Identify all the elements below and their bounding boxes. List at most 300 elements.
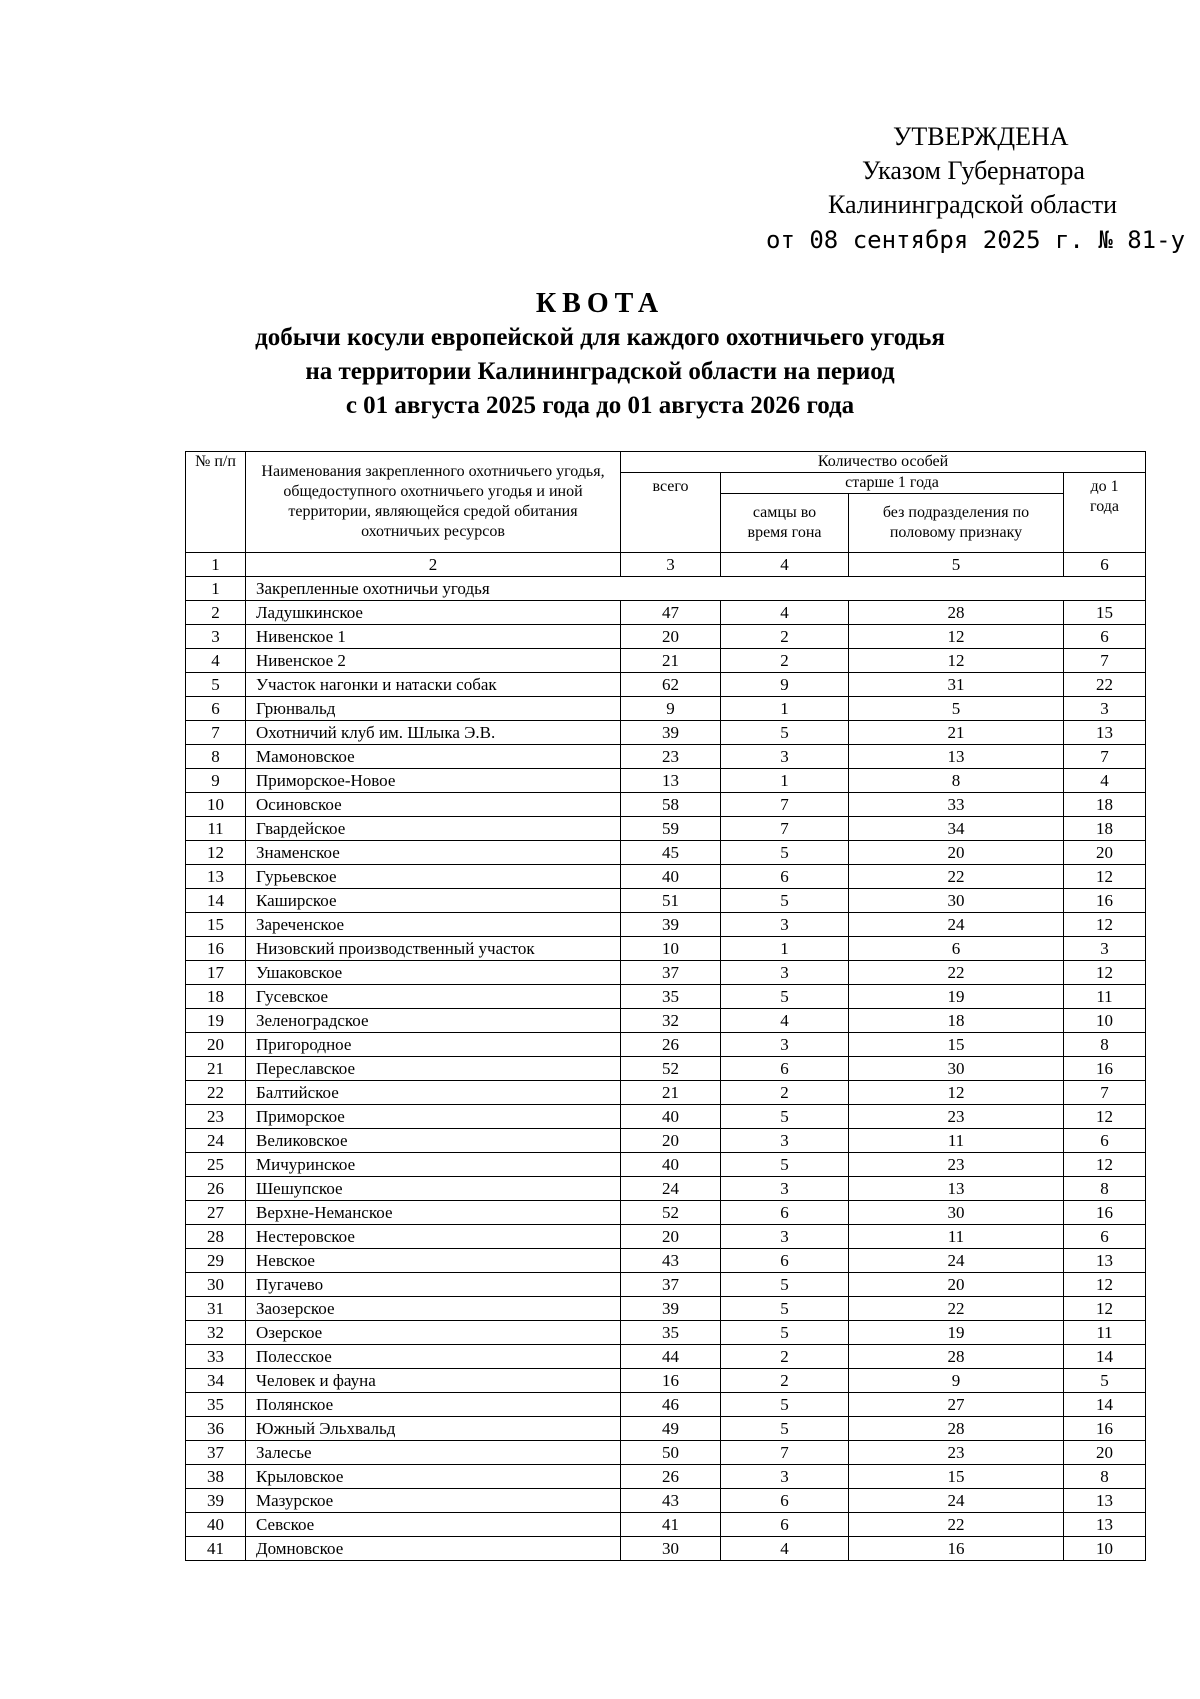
row-total: 9	[621, 697, 721, 721]
row-total: 30	[621, 1537, 721, 1561]
row-num: 11	[186, 817, 246, 841]
row-total: 41	[621, 1513, 721, 1537]
row-name: Севское	[246, 1513, 621, 1537]
row-males: 5	[721, 1321, 849, 1345]
row-num: 22	[186, 1081, 246, 1105]
row-males: 6	[721, 1249, 849, 1273]
row-nosex: 23	[849, 1153, 1064, 1177]
table-row	[186, 1009, 1146, 1033]
header-nosex: без подразделения по половому признаку	[849, 494, 1064, 553]
row-name: Залесье	[246, 1441, 621, 1465]
row-males: 5	[721, 721, 849, 745]
row-males: 9	[721, 673, 849, 697]
row-males: 5	[721, 1153, 849, 1177]
row-under: 20	[1064, 1441, 1146, 1465]
row-nosex: 8	[849, 769, 1064, 793]
row-nosex: 12	[849, 649, 1064, 673]
row-nosex: 9	[849, 1369, 1064, 1393]
row-males: 5	[721, 1105, 849, 1129]
row-num: 29	[186, 1249, 246, 1273]
row-total: 35	[621, 985, 721, 1009]
row-total: 58	[621, 793, 721, 817]
row-males: 2	[721, 625, 849, 649]
row-under: 12	[1064, 1297, 1146, 1321]
row-males: 5	[721, 841, 849, 865]
row-num: 5	[186, 673, 246, 697]
row-name: Пугачево	[246, 1273, 621, 1297]
row-under: 6	[1064, 625, 1146, 649]
row-under: 15	[1064, 601, 1146, 625]
row-nosex: 30	[849, 1057, 1064, 1081]
row-total: 62	[621, 673, 721, 697]
table-row	[186, 937, 1146, 961]
table-row	[186, 625, 1146, 649]
row-nosex: 33	[849, 793, 1064, 817]
row-males: 5	[721, 985, 849, 1009]
row-nosex: 13	[849, 1177, 1064, 1201]
row-under: 12	[1064, 961, 1146, 985]
row-name: Знаменское	[246, 841, 621, 865]
row-nosex: 6	[849, 937, 1064, 961]
row-num: 8	[186, 745, 246, 769]
row-males: 1	[721, 937, 849, 961]
row-under: 11	[1064, 1321, 1146, 1345]
header-total: всего	[621, 473, 721, 553]
row-name: Озерское	[246, 1321, 621, 1345]
row-name: Ушаковское	[246, 961, 621, 985]
row-name: Нестеровское	[246, 1225, 621, 1249]
row-under: 7	[1064, 745, 1146, 769]
row-nosex: 15	[849, 1033, 1064, 1057]
row-name: Ладушкинское	[246, 601, 621, 625]
row-total: 59	[621, 817, 721, 841]
row-males: 5	[721, 1417, 849, 1441]
row-males: 2	[721, 649, 849, 673]
row-nosex: 12	[849, 625, 1064, 649]
row-nosex: 24	[849, 1249, 1064, 1273]
row-name: Низовский производственный участок	[246, 937, 621, 961]
row-total: 26	[621, 1465, 721, 1489]
row-total: 52	[621, 1057, 721, 1081]
row-under: 16	[1064, 889, 1146, 913]
table-row	[186, 697, 1146, 721]
row-males: 4	[721, 1009, 849, 1033]
row-num: 20	[186, 1033, 246, 1057]
row-num: 15	[186, 913, 246, 937]
row-num: 12	[186, 841, 246, 865]
row-males: 3	[721, 1033, 849, 1057]
row-num: 6	[186, 697, 246, 721]
row-males: 4	[721, 601, 849, 625]
row-name: Невское	[246, 1249, 621, 1273]
row-name: Каширское	[246, 889, 621, 913]
table-row	[186, 1273, 1146, 1297]
row-name: Гвардейское	[246, 817, 621, 841]
row-num: 16	[186, 937, 246, 961]
row-under: 6	[1064, 1129, 1146, 1153]
row-under: 6	[1064, 1225, 1146, 1249]
row-under: 10	[1064, 1009, 1146, 1033]
row-total: 49	[621, 1417, 721, 1441]
table-row	[186, 985, 1146, 1009]
row-males: 1	[721, 769, 849, 793]
col-number: 2	[246, 553, 621, 577]
row-num: 30	[186, 1273, 246, 1297]
approval-region: Калининградской области	[828, 190, 1118, 219]
row-total: 40	[621, 1153, 721, 1177]
row-under: 16	[1064, 1057, 1146, 1081]
row-males: 3	[721, 1465, 849, 1489]
table-row	[186, 1105, 1146, 1129]
row-males: 5	[721, 1393, 849, 1417]
header-older: старше 1 года	[721, 473, 1064, 494]
header-males: самцы во время гона	[721, 494, 849, 553]
row-num: 40	[186, 1513, 246, 1537]
section-row	[186, 577, 1146, 601]
row-name: Нивенское 1	[246, 625, 621, 649]
table-row	[186, 1033, 1146, 1057]
row-nosex: 5	[849, 697, 1064, 721]
row-num: 10	[186, 793, 246, 817]
row-num: 28	[186, 1225, 246, 1249]
table-row	[186, 1417, 1146, 1441]
row-males: 6	[721, 1513, 849, 1537]
row-total: 50	[621, 1441, 721, 1465]
row-num: 37	[186, 1441, 246, 1465]
header-under: до 1 года	[1064, 473, 1146, 553]
row-total: 39	[621, 721, 721, 745]
row-nosex: 23	[849, 1441, 1064, 1465]
row-num: 13	[186, 865, 246, 889]
row-under: 11	[1064, 985, 1146, 1009]
table-row	[186, 961, 1146, 985]
row-name: Переславское	[246, 1057, 621, 1081]
row-num: 23	[186, 1105, 246, 1129]
table-row	[186, 1465, 1146, 1489]
row-males: 3	[721, 1129, 849, 1153]
table-row	[186, 793, 1146, 817]
col-number: 4	[721, 553, 849, 577]
row-nosex: 20	[849, 1273, 1064, 1297]
row-name: Верхне-Неманское	[246, 1201, 621, 1225]
row-males: 3	[721, 745, 849, 769]
row-nosex: 22	[849, 865, 1064, 889]
quota-table	[185, 451, 1146, 1561]
table-row	[186, 1129, 1146, 1153]
row-under: 18	[1064, 793, 1146, 817]
row-nosex: 22	[849, 1297, 1064, 1321]
row-name: Балтийское	[246, 1081, 621, 1105]
row-total: 26	[621, 1033, 721, 1057]
table-row	[186, 1369, 1146, 1393]
row-num: 21	[186, 1057, 246, 1081]
row-nosex: 13	[849, 745, 1064, 769]
row-nosex: 19	[849, 985, 1064, 1009]
row-total: 13	[621, 769, 721, 793]
row-under: 3	[1064, 697, 1146, 721]
table-row	[186, 1081, 1146, 1105]
row-total: 40	[621, 1105, 721, 1129]
row-name: Приморское	[246, 1105, 621, 1129]
col-number: 5	[849, 553, 1064, 577]
row-total: 37	[621, 1273, 721, 1297]
row-males: 5	[721, 1273, 849, 1297]
row-males: 2	[721, 1345, 849, 1369]
row-total: 52	[621, 1201, 721, 1225]
row-num: 19	[186, 1009, 246, 1033]
row-num: 27	[186, 1201, 246, 1225]
section-num: 1	[186, 577, 246, 601]
row-under: 12	[1064, 865, 1146, 889]
row-nosex: 28	[849, 601, 1064, 625]
row-total: 43	[621, 1489, 721, 1513]
row-under: 8	[1064, 1033, 1146, 1057]
row-under: 10	[1064, 1537, 1146, 1561]
row-name: Мамоновское	[246, 745, 621, 769]
table-row	[186, 841, 1146, 865]
row-num: 31	[186, 1297, 246, 1321]
table-header	[186, 452, 1146, 577]
row-under: 13	[1064, 1249, 1146, 1273]
row-num: 35	[186, 1393, 246, 1417]
row-total: 21	[621, 1081, 721, 1105]
row-nosex: 34	[849, 817, 1064, 841]
row-nosex: 30	[849, 889, 1064, 913]
row-under: 14	[1064, 1345, 1146, 1369]
approval-date: от 08 сентября 2025 г. № 81-у	[766, 226, 1186, 254]
row-nosex: 28	[849, 1417, 1064, 1441]
row-name: Приморское-Новое	[246, 769, 621, 793]
table-row	[186, 1393, 1146, 1417]
row-under: 4	[1064, 769, 1146, 793]
row-name: Южный Эльхвальд	[246, 1417, 621, 1441]
row-total: 21	[621, 649, 721, 673]
row-males: 7	[721, 817, 849, 841]
row-name: Охотничий клуб им. Шлыка Э.В.	[246, 721, 621, 745]
row-nosex: 31	[849, 673, 1064, 697]
row-under: 5	[1064, 1369, 1146, 1393]
row-nosex: 18	[849, 1009, 1064, 1033]
table-row	[186, 1321, 1146, 1345]
approval-title: УТВЕРЖДЕНА	[893, 122, 1069, 151]
row-num: 41	[186, 1537, 246, 1561]
row-nosex: 28	[849, 1345, 1064, 1369]
row-num: 17	[186, 961, 246, 985]
table-row	[186, 889, 1146, 913]
table-row	[186, 1537, 1146, 1561]
row-name: Нивенское 2	[246, 649, 621, 673]
row-under: 8	[1064, 1177, 1146, 1201]
row-males: 6	[721, 1201, 849, 1225]
row-nosex: 30	[849, 1201, 1064, 1225]
row-males: 1	[721, 697, 849, 721]
row-num: 26	[186, 1177, 246, 1201]
table-row	[186, 1201, 1146, 1225]
row-name: Грюнвальд	[246, 697, 621, 721]
document-heading: КВОТА	[535, 288, 665, 319]
row-under: 18	[1064, 817, 1146, 841]
row-total: 37	[621, 961, 721, 985]
row-num: 32	[186, 1321, 246, 1345]
row-name: Домновское	[246, 1537, 621, 1561]
row-under: 16	[1064, 1201, 1146, 1225]
row-under: 16	[1064, 1417, 1146, 1441]
row-total: 20	[621, 1129, 721, 1153]
table-row	[186, 745, 1146, 769]
header-num: № п/п	[186, 452, 246, 553]
row-males: 7	[721, 1441, 849, 1465]
row-nosex: 12	[849, 1081, 1064, 1105]
row-males: 6	[721, 1489, 849, 1513]
row-name: Крыловское	[246, 1465, 621, 1489]
row-nosex: 15	[849, 1465, 1064, 1489]
row-num: 38	[186, 1465, 246, 1489]
row-name: Мичуринское	[246, 1153, 621, 1177]
row-males: 3	[721, 913, 849, 937]
row-name: Участок нагонки и натаски собак	[246, 673, 621, 697]
table-row	[186, 1489, 1146, 1513]
row-total: 40	[621, 865, 721, 889]
row-total: 43	[621, 1249, 721, 1273]
table-row	[186, 1441, 1146, 1465]
row-num: 7	[186, 721, 246, 745]
row-num: 3	[186, 625, 246, 649]
row-males: 5	[721, 1297, 849, 1321]
row-total: 32	[621, 1009, 721, 1033]
section-label: Закрепленные охотничьи угодья	[246, 577, 1146, 601]
row-name: Человек и фауна	[246, 1369, 621, 1393]
row-nosex: 19	[849, 1321, 1064, 1345]
table-row	[186, 601, 1146, 625]
row-under: 12	[1064, 1153, 1146, 1177]
row-males: 6	[721, 1057, 849, 1081]
row-under: 20	[1064, 841, 1146, 865]
row-nosex: 27	[849, 1393, 1064, 1417]
row-under: 3	[1064, 937, 1146, 961]
row-males: 3	[721, 961, 849, 985]
row-nosex: 11	[849, 1129, 1064, 1153]
table-row	[186, 721, 1146, 745]
row-males: 2	[721, 1369, 849, 1393]
row-num: 33	[186, 1345, 246, 1369]
row-total: 35	[621, 1321, 721, 1345]
row-nosex: 20	[849, 841, 1064, 865]
table-row	[186, 1345, 1146, 1369]
header-count: Количество особей	[621, 452, 1146, 473]
row-num: 18	[186, 985, 246, 1009]
row-under: 7	[1064, 649, 1146, 673]
row-name: Мазурское	[246, 1489, 621, 1513]
row-males: 6	[721, 865, 849, 889]
row-under: 13	[1064, 721, 1146, 745]
row-nosex: 11	[849, 1225, 1064, 1249]
approval-block	[0, 122, 1200, 262]
row-nosex: 22	[849, 961, 1064, 985]
table-row	[186, 673, 1146, 697]
row-num: 25	[186, 1153, 246, 1177]
row-nosex: 16	[849, 1537, 1064, 1561]
row-name: Шешупское	[246, 1177, 621, 1201]
row-num: 4	[186, 649, 246, 673]
row-name: Зареченское	[246, 913, 621, 937]
row-num: 24	[186, 1129, 246, 1153]
row-under: 12	[1064, 1273, 1146, 1297]
row-total: 51	[621, 889, 721, 913]
column-number-row	[186, 553, 1146, 577]
row-nosex: 24	[849, 1489, 1064, 1513]
table-row	[186, 1225, 1146, 1249]
document-title-line-1: добычи косули европейской для каждого охотничьего угодья	[255, 324, 945, 351]
row-males: 5	[721, 889, 849, 913]
row-under: 8	[1064, 1465, 1146, 1489]
row-total: 39	[621, 913, 721, 937]
table-row	[186, 1249, 1146, 1273]
row-name: Пригородное	[246, 1033, 621, 1057]
row-num: 2	[186, 601, 246, 625]
row-nosex: 24	[849, 913, 1064, 937]
row-name: Зеленоградское	[246, 1009, 621, 1033]
row-num: 34	[186, 1369, 246, 1393]
row-total: 10	[621, 937, 721, 961]
row-under: 22	[1064, 673, 1146, 697]
row-males: 3	[721, 1177, 849, 1201]
document-title-line-2: на территории Калининградской области на период	[305, 358, 895, 385]
row-under: 13	[1064, 1489, 1146, 1513]
col-number: 6	[1064, 553, 1146, 577]
row-total: 46	[621, 1393, 721, 1417]
row-nosex: 21	[849, 721, 1064, 745]
table-row	[186, 1057, 1146, 1081]
table-row	[186, 1513, 1146, 1537]
row-num: 9	[186, 769, 246, 793]
row-name: Великовское	[246, 1129, 621, 1153]
row-total: 44	[621, 1345, 721, 1369]
row-nosex: 23	[849, 1105, 1064, 1129]
row-males: 7	[721, 793, 849, 817]
row-under: 12	[1064, 913, 1146, 937]
row-males: 4	[721, 1537, 849, 1561]
col-number: 1	[186, 553, 246, 577]
row-num: 39	[186, 1489, 246, 1513]
row-total: 45	[621, 841, 721, 865]
row-num: 14	[186, 889, 246, 913]
row-name: Полянское	[246, 1393, 621, 1417]
row-nosex: 22	[849, 1513, 1064, 1537]
row-males: 3	[721, 1225, 849, 1249]
table-body	[186, 577, 1146, 1561]
row-total: 20	[621, 1225, 721, 1249]
row-total: 16	[621, 1369, 721, 1393]
table-row	[186, 817, 1146, 841]
table-row	[186, 769, 1146, 793]
row-name: Осиновское	[246, 793, 621, 817]
row-name: Заозерское	[246, 1297, 621, 1321]
row-name: Гурьевское	[246, 865, 621, 889]
approval-authority: Указом Губернатора	[862, 156, 1085, 185]
header-name: Наименования закрепленного охотничьего угодья, общедоступного охотничьего угодья и иной территории, являющейся средой обитания охотничьих ресурсов	[246, 452, 621, 553]
row-total: 24	[621, 1177, 721, 1201]
table-row	[186, 865, 1146, 889]
row-total: 20	[621, 625, 721, 649]
col-number: 3	[621, 553, 721, 577]
row-males: 2	[721, 1081, 849, 1105]
table-row	[186, 913, 1146, 937]
row-total: 39	[621, 1297, 721, 1321]
row-under: 12	[1064, 1105, 1146, 1129]
table-row	[186, 1177, 1146, 1201]
row-name: Гусевское	[246, 985, 621, 1009]
row-under: 14	[1064, 1393, 1146, 1417]
